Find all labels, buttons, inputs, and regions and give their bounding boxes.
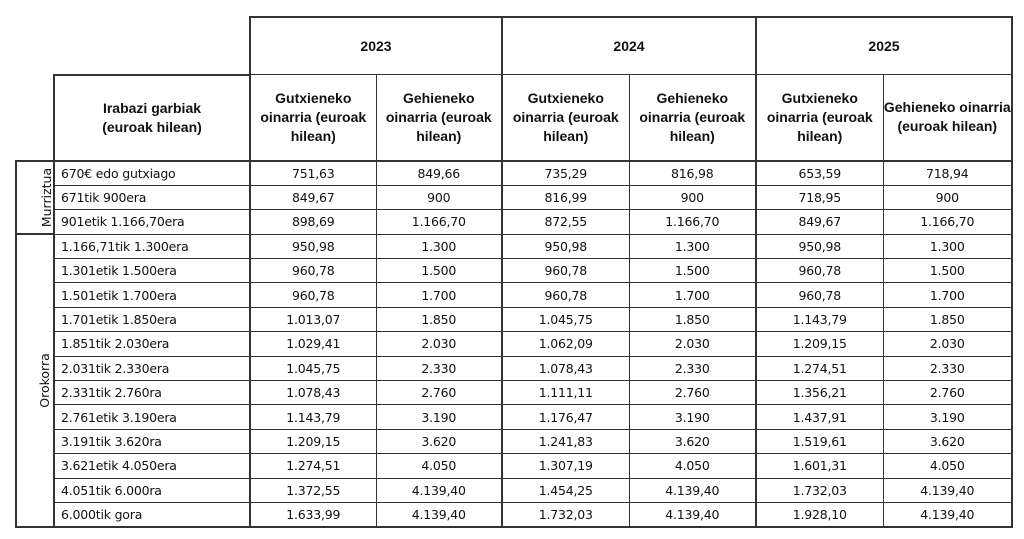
max-base-cell-2023: 2.760 [376,381,502,405]
table-row [16,161,1012,186]
contribution-table-container [15,16,1011,528]
min-base-cell-2023: 960,78 [250,283,376,307]
group-label-general-text: Orokorra [36,353,52,409]
income-range-cell: 1.701etik 1.850era [54,307,250,331]
max-base-cell-2024: 1.500 [629,259,756,283]
max-base-cell-2024: 2.330 [629,356,756,380]
max-base-cell-2023: 3.620 [376,429,502,453]
min-base-cell-2025: 1.209,15 [756,332,883,356]
max-base-cell-2024: 4.139,40 [629,502,756,527]
income-column-header-text: Irabazi garbiak (euroak hilean) [102,99,202,135]
max-base-cell-2025: 2.030 [883,332,1012,356]
min-base-cell-2023: 950,98 [250,234,376,258]
max-base-cell-2023: 1.166,70 [376,210,502,234]
min-base-cell-2024: 1.062,09 [502,332,629,356]
income-range-cell: 2.761etik 3.190era [54,405,250,429]
year-header-row [16,17,1012,75]
max-base-cell-2025: 900 [883,185,1012,209]
min-base-cell-2023: 1.633,99 [250,502,376,527]
max-base-cell-2023: 2.330 [376,356,502,380]
year-header-2023: 2023 [250,17,502,75]
min-base-cell-2023: 1.143,79 [250,405,376,429]
min-base-cell-2024: 735,29 [502,161,629,186]
group-label-reduced-text: Murriztua [39,167,55,227]
income-range-cell: 1.301etik 1.500era [54,259,250,283]
max-base-cell-2025: 718,94 [883,161,1012,186]
max-base-cell-2023: 1.700 [376,283,502,307]
max-base-cell-2025: 2.760 [883,381,1012,405]
min-base-cell-2024: 816,99 [502,185,629,209]
min-base-cell-2025: 1.601,31 [756,454,883,478]
max-base-cell-2023: 1.500 [376,259,502,283]
min-base-cell-2024: 872,55 [502,210,629,234]
table-row [16,381,1012,405]
income-range-cell: 1.501etik 1.700era [54,283,250,307]
max-base-cell-2024: 3.620 [629,429,756,453]
min-base-cell-2024: 1.454,25 [502,478,629,502]
min-base-cell-2025: 718,95 [756,185,883,209]
max-base-cell-2024: 900 [629,185,756,209]
column-header-row [16,75,1012,161]
min-base-cell-2025: 1.732,03 [756,478,883,502]
min-base-cell-2024: 950,98 [502,234,629,258]
blank-corner-2 [54,17,250,75]
year-header-2025: 2025 [756,17,1012,75]
min-base-cell-2025: 1.143,79 [756,307,883,331]
table-row [16,185,1012,209]
table-row [16,454,1012,478]
max-base-header-2025: Gehieneko oinarria (euroak hilean) [883,75,1012,161]
min-base-cell-2025: 1.356,21 [756,381,883,405]
min-base-cell-2025: 1.274,51 [756,356,883,380]
max-base-cell-2025: 4.050 [883,454,1012,478]
max-base-cell-2023: 849,66 [376,161,502,186]
min-base-cell-2025: 1.519,61 [756,429,883,453]
max-base-cell-2023: 3.190 [376,405,502,429]
income-column-header [54,75,250,161]
min-base-cell-2023: 1.029,41 [250,332,376,356]
income-range-cell: 1.166,71tik 1.300era [54,234,250,258]
min-base-cell-2023: 751,63 [250,161,376,186]
min-base-cell-2025: 960,78 [756,259,883,283]
year-header-2024: 2024 [502,17,756,75]
max-base-cell-2024: 2.760 [629,381,756,405]
max-base-cell-2025: 1.166,70 [883,210,1012,234]
max-base-cell-2023: 4.139,40 [376,478,502,502]
table-row [16,210,1012,234]
max-base-cell-2023: 1.850 [376,307,502,331]
income-range-cell: 3.621etik 4.050era [54,454,250,478]
group-label-general [16,234,54,527]
income-range-cell: 3.191tik 3.620ra [54,429,250,453]
min-base-cell-2024: 1.307,19 [502,454,629,478]
min-base-cell-2023: 1.045,75 [250,356,376,380]
max-base-cell-2023: 2.030 [376,332,502,356]
income-range-cell: 901etik 1.166,70era [54,210,250,234]
min-base-cell-2023: 898,69 [250,210,376,234]
max-base-cell-2024: 1.166,70 [629,210,756,234]
table-row [16,429,1012,453]
income-range-cell: 2.331tik 2.760ra [54,381,250,405]
min-base-cell-2025: 1.437,91 [756,405,883,429]
min-base-cell-2025: 960,78 [756,283,883,307]
min-base-cell-2024: 1.111,11 [502,381,629,405]
table-row [16,356,1012,380]
min-base-cell-2023: 849,67 [250,185,376,209]
min-base-cell-2024: 1.732,03 [502,502,629,527]
income-range-cell: 2.031tik 2.330era [54,356,250,380]
table-row [16,307,1012,331]
table-row [16,502,1012,527]
group-label-reduced [16,161,54,235]
max-base-cell-2023: 4.139,40 [376,502,502,527]
max-base-cell-2024: 816,98 [629,161,756,186]
max-base-cell-2025: 3.620 [883,429,1012,453]
max-base-cell-2025: 4.139,40 [883,502,1012,527]
min-base-cell-2023: 1.209,15 [250,429,376,453]
blank-corner [16,17,54,75]
max-base-cell-2024: 1.850 [629,307,756,331]
min-base-cell-2023: 1.013,07 [250,307,376,331]
max-base-cell-2024: 4.139,40 [629,478,756,502]
income-range-cell: 670€ edo gutxiago [54,161,250,186]
table-row [16,234,1012,258]
min-base-cell-2023: 1.078,43 [250,381,376,405]
income-range-cell: 671tik 900era [54,185,250,209]
table-row [16,478,1012,502]
min-base-cell-2024: 960,78 [502,283,629,307]
max-base-cell-2025: 1.700 [883,283,1012,307]
max-base-cell-2024: 1.700 [629,283,756,307]
min-base-header-2025: Gutxieneko oinarria (euroak hilean) [756,75,883,161]
min-base-cell-2025: 653,59 [756,161,883,186]
max-base-cell-2025: 3.190 [883,405,1012,429]
max-base-cell-2025: 1.300 [883,234,1012,258]
table-row [16,405,1012,429]
min-base-cell-2024: 1.176,47 [502,405,629,429]
max-base-cell-2023: 4.050 [376,454,502,478]
max-base-cell-2024: 3.190 [629,405,756,429]
min-base-cell-2023: 1.274,51 [250,454,376,478]
max-base-cell-2024: 1.300 [629,234,756,258]
income-range-cell: 4.051tik 6.000ra [54,478,250,502]
max-base-cell-2023: 900 [376,185,502,209]
min-base-cell-2023: 960,78 [250,259,376,283]
max-base-cell-2025: 1.850 [883,307,1012,331]
min-base-header-2024: Gutxieneko oinarria (euroak hilean) [502,75,629,161]
table-row [16,259,1012,283]
min-base-cell-2024: 1.241,83 [502,429,629,453]
max-base-cell-2024: 2.030 [629,332,756,356]
min-base-cell-2025: 950,98 [756,234,883,258]
table-row [16,332,1012,356]
max-base-cell-2025: 4.139,40 [883,478,1012,502]
max-base-cell-2023: 1.300 [376,234,502,258]
max-base-header-2024: Gehieneko oinarria (euroak hilean) [629,75,756,161]
max-base-cell-2025: 1.500 [883,259,1012,283]
income-range-cell: 1.851tik 2.030era [54,332,250,356]
max-base-header-2023: Gehieneko oinarria (euroak hilean) [376,75,502,161]
min-base-header-2023: Gutxieneko oinarria (euroak hilean) [250,75,376,161]
blank-corner-3 [16,75,54,161]
min-base-cell-2023: 1.372,55 [250,478,376,502]
income-range-cell: 6.000tik gora [54,502,250,527]
max-base-cell-2025: 2.330 [883,356,1012,380]
min-base-cell-2024: 1.045,75 [502,307,629,331]
max-base-cell-2024: 4.050 [629,454,756,478]
min-base-cell-2024: 960,78 [502,259,629,283]
table-row [16,283,1012,307]
contribution-bases-table [15,16,1013,528]
min-base-cell-2025: 1.928,10 [756,502,883,527]
min-base-cell-2024: 1.078,43 [502,356,629,380]
min-base-cell-2025: 849,67 [756,210,883,234]
